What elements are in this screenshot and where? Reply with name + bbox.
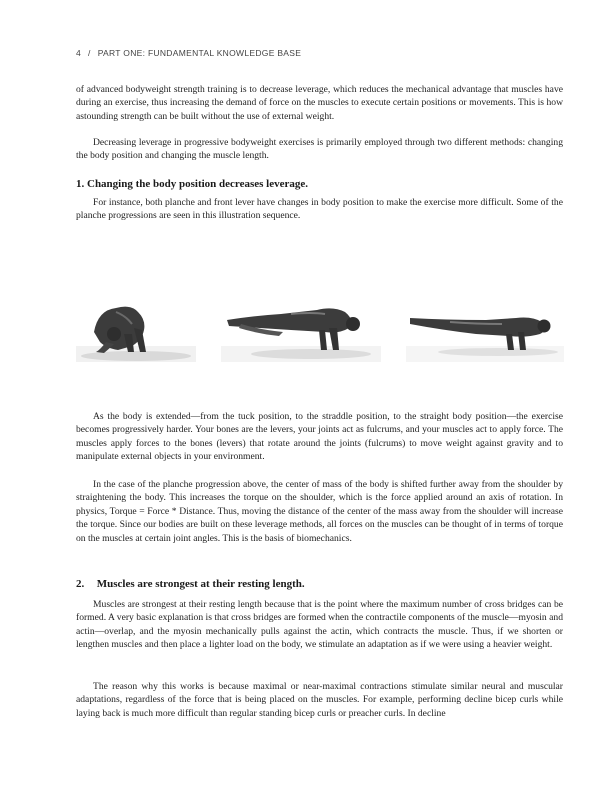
heading-1-number: 1. [76, 178, 85, 190]
paragraph-4: As the body is extended—from the tuck position, to the straddle position, to the straight body position—the exercise becomes progressively harder. Your bones are the levers, your joints act as fulcrums, and your muscles act to apply force. The muscles apply forces to the bones (levers) that rotate around the joints (fulcrums) to move weight against gravity and to manipulate external objects in your environment. [76, 411, 563, 463]
separator: / [88, 48, 91, 58]
paragraph-3: For instance, both planche and front lever have changes in body position to make the exercise more difficult. Some of the planche progressions are seen in this illustration sequence. [76, 197, 563, 222]
torque-explanation-text [76, 478, 563, 545]
paragraph-1: of advanced bodyweight strength training is to decrease leverage, which reduces the mechanical advantage that muscles have during an exercise, thus increasing the demand of force on the muscles to execute certain positions or movements. This is how astounding strength can be built without the use of external weight. [76, 84, 563, 122]
heading-2-text: Muscles are strongest at their resting length. [96, 578, 305, 590]
heading-1-text: Changing the body position decreases leverage. [87, 178, 309, 190]
section-title: PART ONE: FUNDAMENTAL KNOWLEDGE BASE [97, 48, 302, 58]
resting-length-text [76, 598, 563, 652]
methods-text [76, 136, 563, 163]
paragraph-2: Decreasing leverage in progressive bodyweight exercises is primarily employed through two different methods: changing the body position and changing the muscle length. [76, 137, 563, 162]
planche-intro-text [76, 196, 563, 223]
adaptation-text [76, 680, 563, 720]
progression-explanation-text [76, 410, 563, 464]
tuck-planche-figure [76, 290, 196, 364]
heading-1 [76, 178, 563, 190]
planche-progression-illustration [76, 290, 566, 364]
straddle-planche-figure [221, 290, 381, 364]
paragraph-5: In the case of the planche progression above, the center of mass of the body is shifted further away from the shoulder by straightening the body. This increases the torque on the shoulder, which is the force applied around an axis of rotation. In physics, Torque = Force * Distance. Thus, moving the distance of the center of the mass away from the shoulder will increase the torque. Since our bodies are built on these leverage methods, all forces on the muscles can be thought of in terms of torque on the muscles at certain joint angles. This is the basis of biomechanics. [76, 479, 563, 544]
heading-2-number: 2. [76, 578, 85, 590]
paragraph-7: The reason why this works is because maximal or near-maximal contractions stimulate similar neural and muscular adaptations, regardless of the force that is being placed on the muscles. For example, performing decline bicep curls while laying back is much more difficult than regular standing bicep curls or preacher curls. In decline [76, 681, 563, 719]
paragraph-6: Muscles are strongest at their resting length because that is the point where the maximum number of cross bridges can be formed. A very basic explanation is that cross bridges are formed when the contractile components of the muscle—myosin and actin—overlap, and the myosin mechanically pulls against the actin, which contracts the muscle. Thus, if we shorten or lengthen muscles and then place a lighter load on the body, we stimulate an adaptation as if we were using a heavier weight. [76, 599, 563, 651]
running-head [76, 48, 301, 58]
straight-body-planche-figure [406, 290, 564, 364]
intro-text [76, 83, 563, 123]
heading-2 [76, 578, 563, 590]
page-number: 4 [76, 48, 82, 58]
